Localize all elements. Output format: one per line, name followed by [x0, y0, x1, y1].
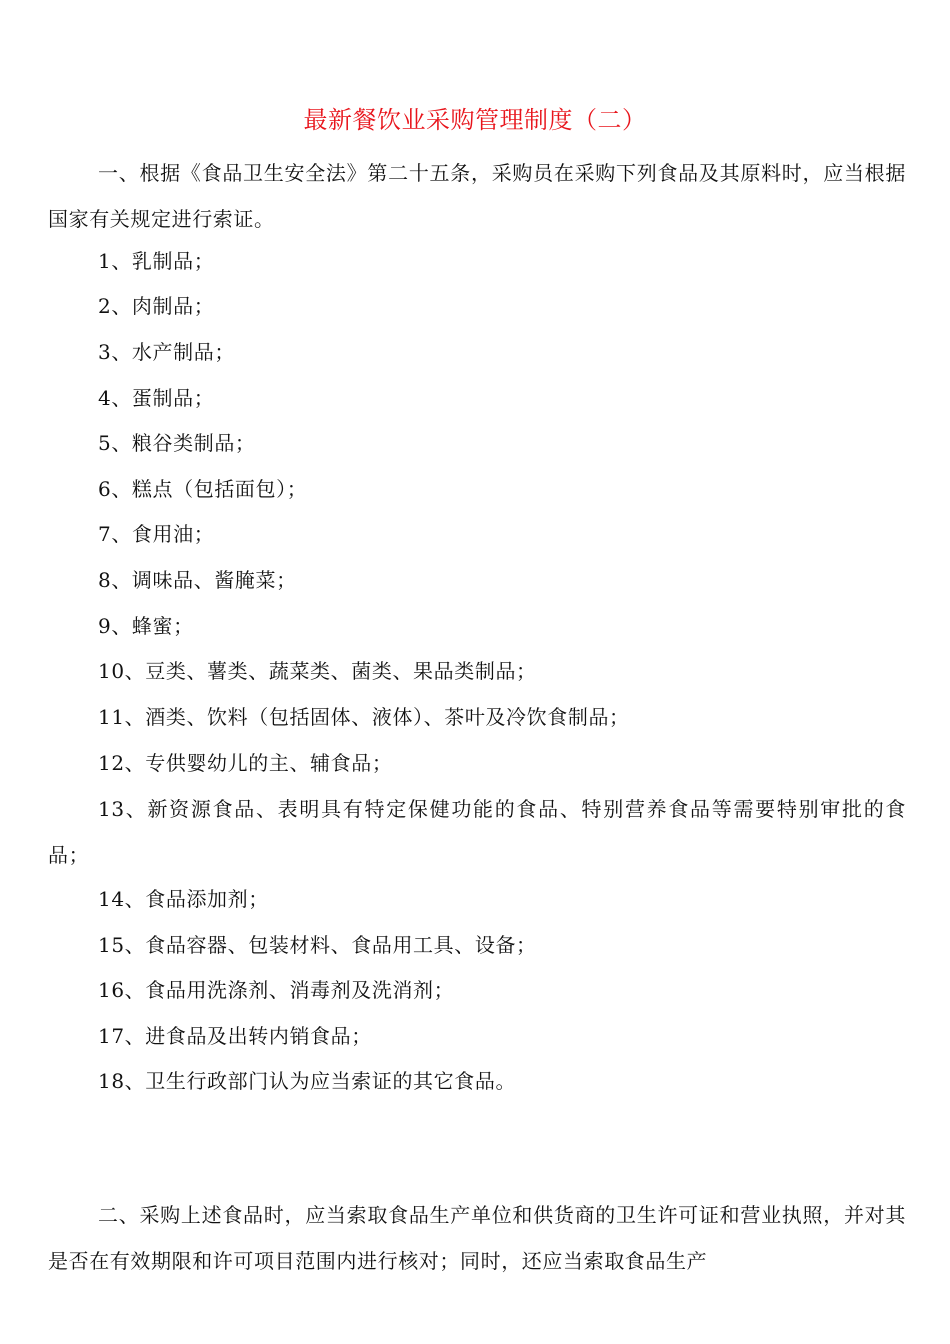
list-item-9: 9、蜂蜜； [98, 614, 194, 638]
list-item-15: 15、食品容器、包装材料、食品用工具、设备； [98, 933, 537, 957]
list-item-12: 12、专供婴幼儿的主、辅食品； [98, 751, 393, 775]
list-item-3: 3、水产制品； [98, 340, 235, 364]
list-item-10: 10、豆类、薯类、蔬菜类、菌类、果品类制品； [98, 659, 537, 683]
list-item-18: 18、卫生行政部门认为应当索证的其它食品。 [98, 1069, 517, 1093]
list-item-17: 17、进食品及出转内销食品； [98, 1024, 372, 1048]
list-item-1: 1、乳制品； [98, 249, 215, 273]
section-1-intro: 一、根据《食品卫生安全法》第二十五条，采购员在采购下列食品及其原料时，应当根据国家有关规定进行索证。 [48, 161, 906, 231]
list-item-7: 7、食用油； [98, 522, 215, 546]
document-title: 最新餐饮业采购管理制度（二） [303, 106, 647, 134]
list-item-8: 8、调味品、酱腌菜； [98, 568, 297, 592]
list-item-2: 2、肉制品； [98, 294, 215, 318]
list-item-13: 13、新资源食品、表明具有特定保健功能的食品、特别营养食品等需要特别审批的食品； [48, 797, 906, 867]
list-item-6: 6、糕点（包括面包）； [98, 477, 308, 501]
list-item-16: 16、食品用洗涤剂、消毒剂及洗消剂； [98, 978, 455, 1002]
section-2-intro: 二、采购上述食品时，应当索取食品生产单位和供货商的卫生许可证和营业执照，并对其是否在有效期限和许可项目范围内进行核对；同时，还应当索取食品生产 [48, 1203, 906, 1273]
list-item-11: 11、酒类、饮料（包括固体、液体）、茶叶及冷饮食制品； [98, 705, 630, 729]
list-item-5: 5、粮谷类制品； [98, 431, 256, 455]
list-item-14: 14、食品添加剂； [98, 887, 269, 911]
list-item-4: 4、蛋制品； [98, 386, 215, 410]
